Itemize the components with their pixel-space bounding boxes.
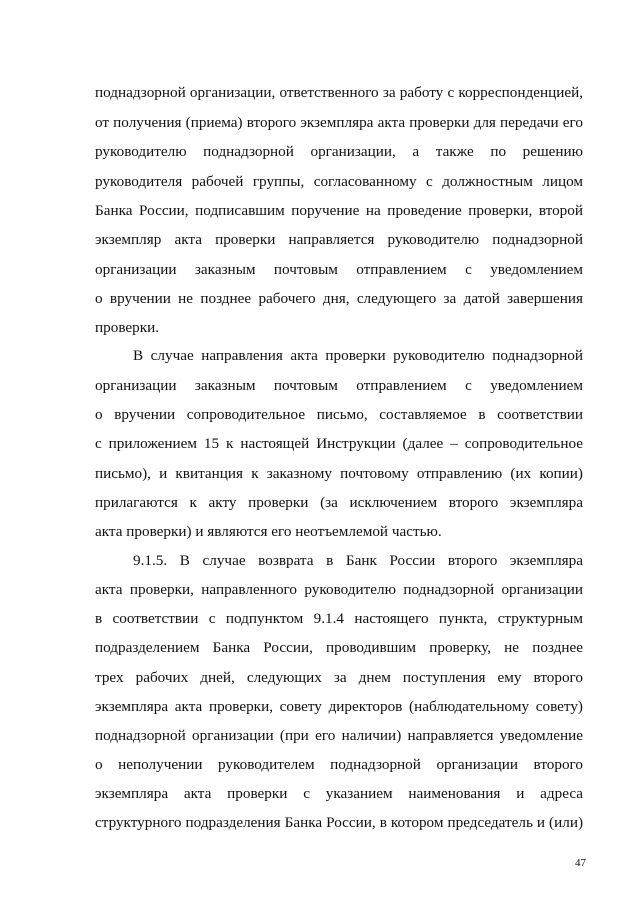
text-line: от получения (приема) второго экземпляра акта проверки для передачи его [95,114,583,131]
text-line: экземпляр акта проверки направляется руководителю поднадзорной [95,231,583,248]
text-line: 9.1.5. В случае возврата в Банк России второго экземпляра [133,552,583,569]
text-line: о вручении сопроводительное письмо, составляемое в соответствии [95,406,583,423]
text-line: трех рабочих дней, следующих за днем поступления ему второго [95,669,583,686]
text-line: подразделением Банка России, проводившим проверку, не позднее [95,639,583,656]
text-line: В случае направления акта проверки руководителю поднадзорной [133,347,583,364]
text-line: проверки. [95,319,160,336]
text-line: акта проверки) и являются его неотъемлемой частью. [95,523,442,540]
text-line: письмо), и квитанция к заказному почтовому отправлению (их копии) [95,465,583,482]
text-line: о неполучении руководителем поднадзорной организации второго [95,756,583,773]
text-line: экземпляра акта проверки с указанием наименования и адреса [95,785,583,802]
text-line: структурного подразделения Банка России, в котором председатель и (или) [95,814,583,831]
text-line: с приложением 15 к настоящей Инструкции (далее – сопроводительное [95,435,583,452]
text-line: руководителю поднадзорной организации, а также по решению [95,143,583,160]
page-number: 47 [575,857,586,869]
text-line: организации заказным почтовым отправлением с уведомлением [95,377,583,394]
text-line: экземпляра акта проверки, совету директоров (наблюдательному совету) [95,698,583,715]
text-line: в соответствии с подпунктом 9.1.4 настоящего пункта, структурным [95,610,583,627]
text-line: акта проверки, направленного руководителю поднадзорной организации [95,581,583,598]
text-line: руководителя рабочей группы, согласованному с должностным лицом [95,173,583,190]
text-line: прилагаются к акту проверки (за исключением второго экземпляра [95,494,583,511]
text-line: Банка России, подписавшим поручение на проведение проверки, второй [95,202,583,219]
text-line: организации заказным почтовым отправлением с уведомлением [95,261,583,278]
text-line: поднадзорной организации (при его наличии) направляется уведомление [95,727,583,744]
text-line: о вручении не позднее рабочего дня, следующего за датой завершения [95,290,583,307]
text-line: поднадзорной организации, ответственного за работу с корреспонденцией, [95,84,583,101]
